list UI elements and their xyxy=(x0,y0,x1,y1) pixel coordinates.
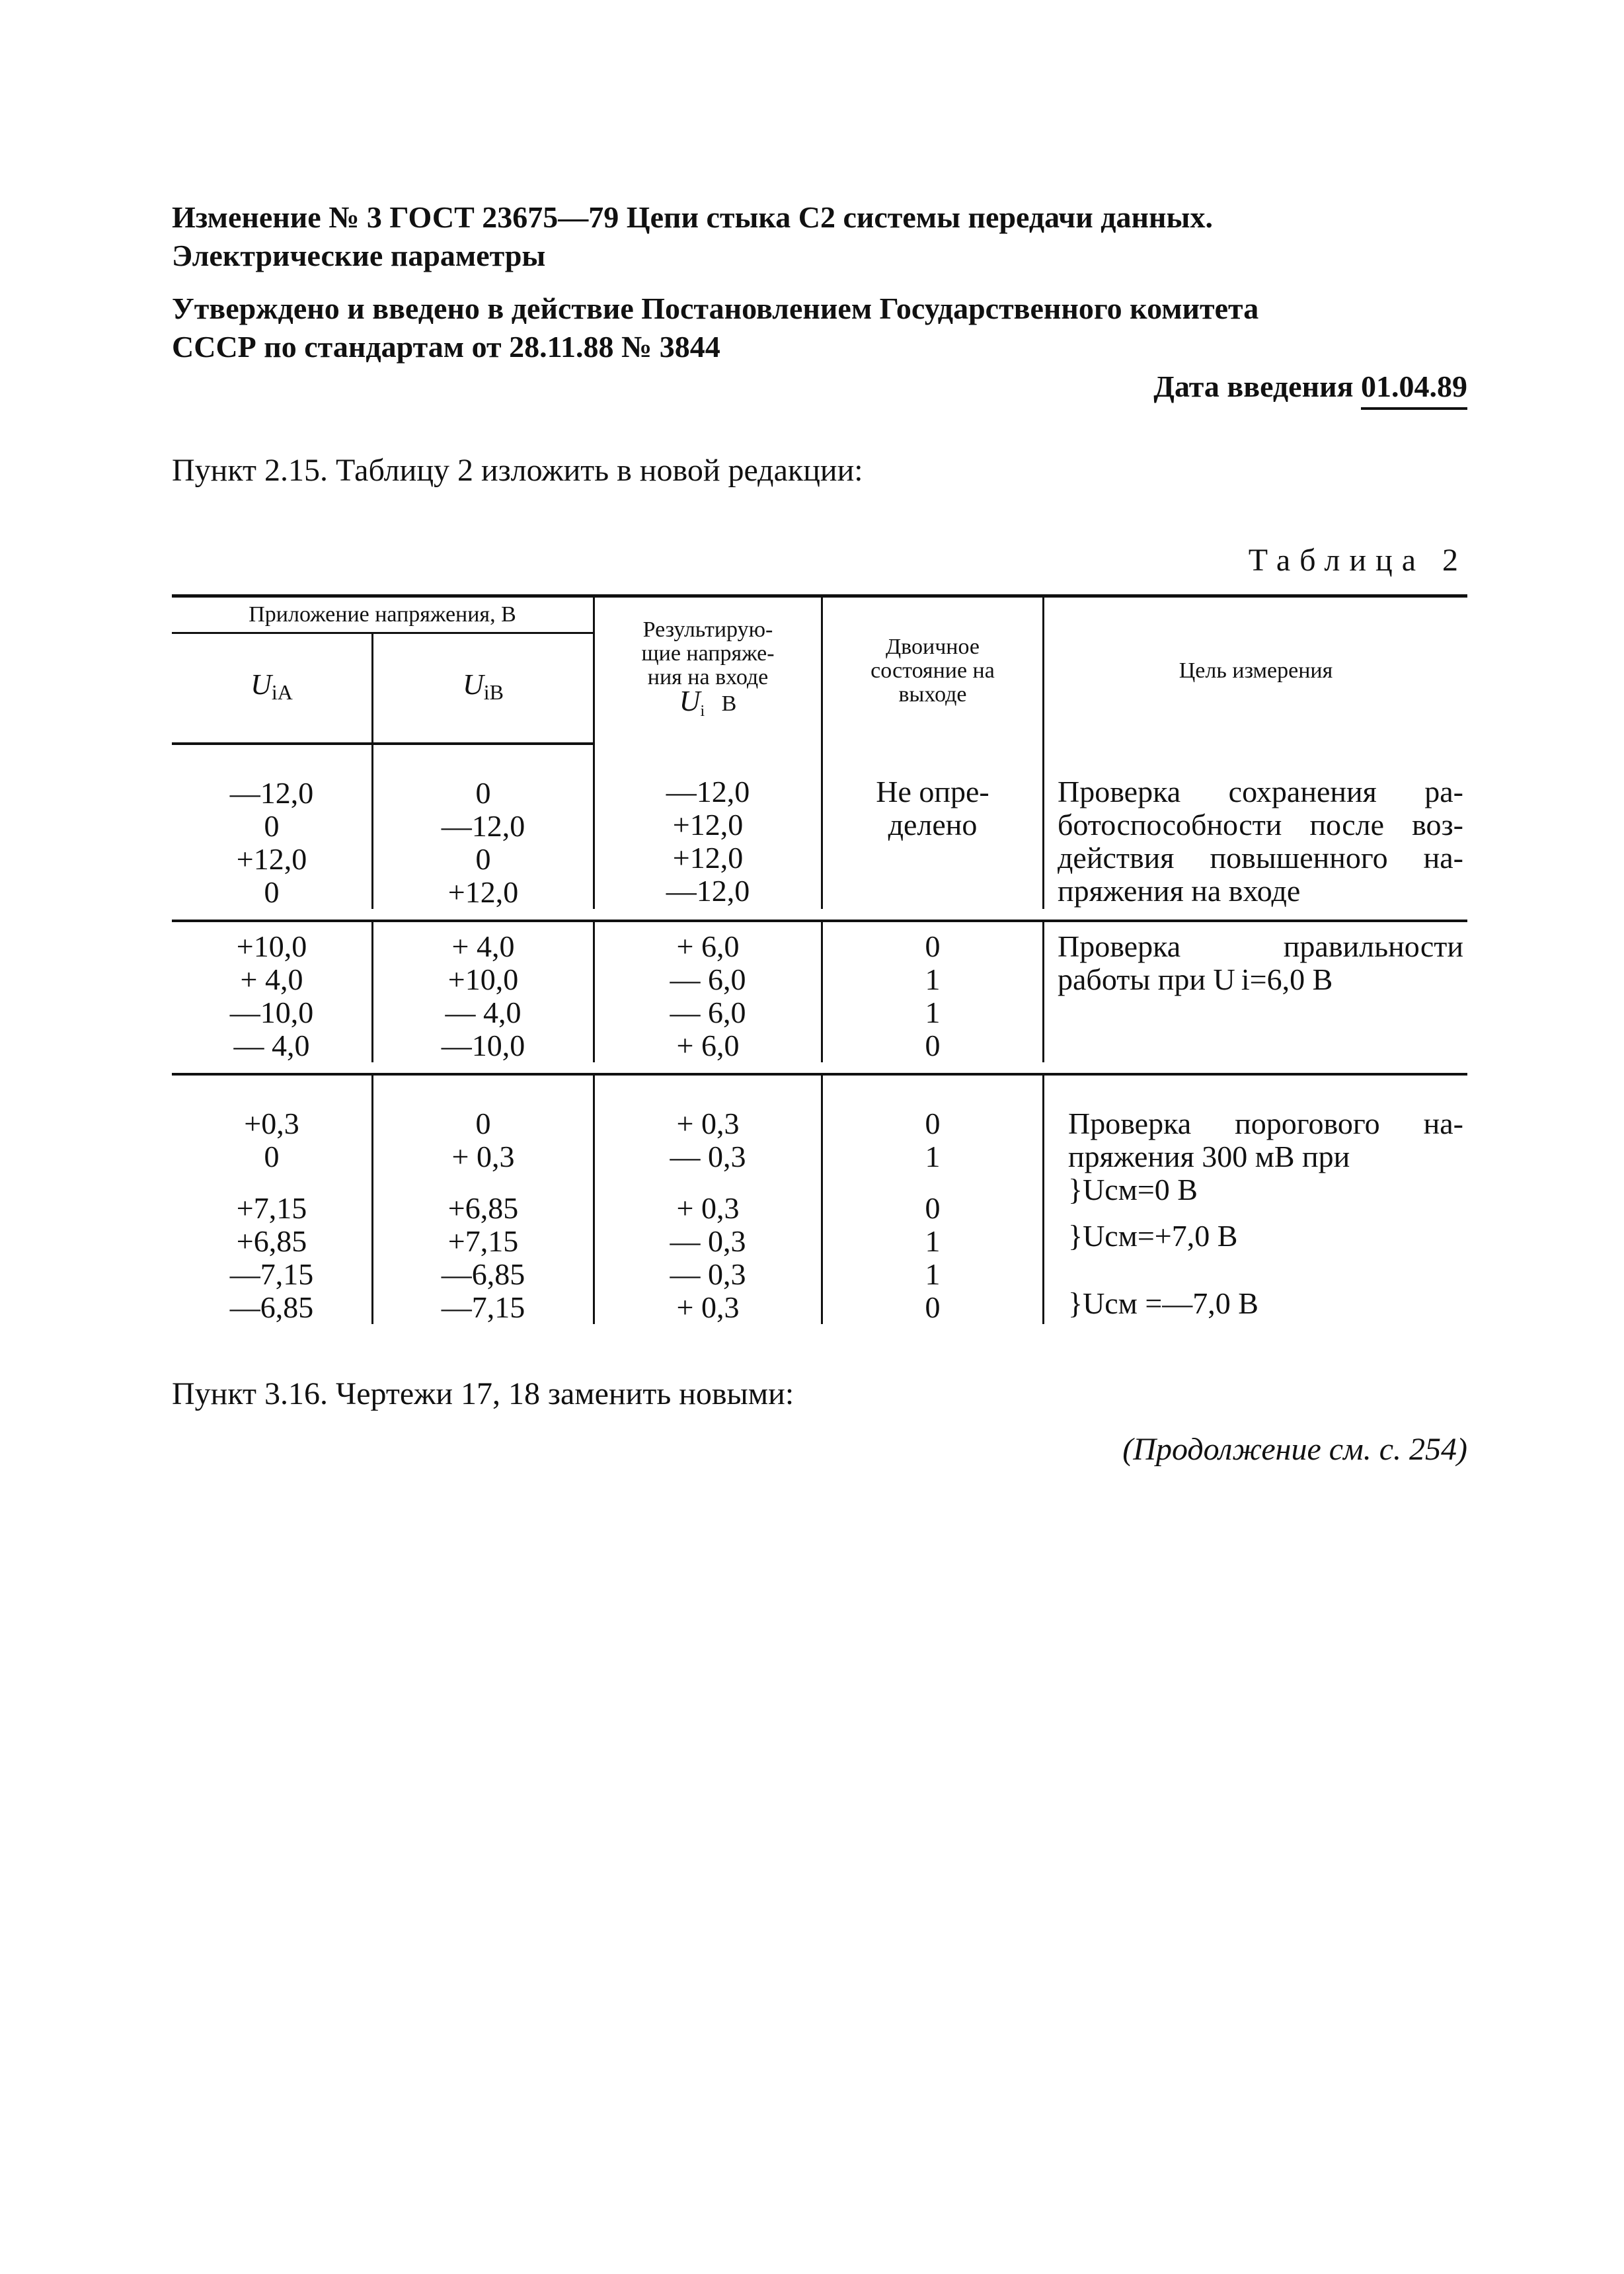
header-binary-line2: состояние на xyxy=(870,658,995,683)
approval-line1: Утверждено и введено в действие Постановлением Государственного комитета xyxy=(172,292,1259,325)
group1-state xyxy=(822,744,1044,909)
group2-goal xyxy=(1044,921,1468,1062)
table-cell: —7,15 xyxy=(229,1257,314,1291)
approval-line2: СССР по стандартам от 28.11.88 № 3844 xyxy=(172,330,720,364)
header-result-unit: В xyxy=(721,691,737,717)
group2-u-ib xyxy=(373,921,594,1062)
table-cell: — 6,0 xyxy=(670,962,746,996)
goal-line: }Uсм=+7,0 В xyxy=(1068,1219,1238,1253)
table-cell: 0 xyxy=(925,1191,941,1225)
table-cell: —7,15 xyxy=(441,1290,525,1324)
table-cell: — 0,3 xyxy=(670,1140,746,1173)
table-cell: —6,85 xyxy=(441,1257,525,1291)
change-title-line2: Электрические параметры xyxy=(172,239,546,272)
goal-line: }Uсм=0 В xyxy=(1068,1173,1198,1206)
group2-state xyxy=(822,921,1044,1062)
table-cell: —12,0 xyxy=(666,874,750,908)
header-u-ia-symbol: U xyxy=(251,668,272,701)
table-cell: +6,85 xyxy=(236,1224,307,1258)
table-cell: +12,0 xyxy=(672,841,744,875)
table-cell: +7,15 xyxy=(236,1191,307,1225)
change-title xyxy=(172,198,1467,275)
table-cell: — 6,0 xyxy=(670,996,746,1029)
group1-goal xyxy=(1044,744,1468,909)
table-cell: —12,0 xyxy=(441,809,525,843)
table-cell: 0 xyxy=(925,1107,941,1140)
header-u-ib xyxy=(373,633,594,744)
header-measurement-goal: Цель измерения xyxy=(1044,596,1468,744)
table-cell: + 4,0 xyxy=(451,929,515,963)
group3-goal xyxy=(1044,1074,1468,1324)
date-label: Дата введения xyxy=(1153,370,1354,403)
group3-u-ia xyxy=(172,1074,373,1324)
table-cell: 1 xyxy=(925,962,941,996)
table-caption: Таблица 2 xyxy=(1248,543,1467,578)
goal-line: действия повышенного на- xyxy=(1058,841,1463,875)
header-resulting-voltage xyxy=(594,596,822,744)
table-cell: — 0,3 xyxy=(670,1257,746,1291)
group2-u-i xyxy=(594,921,822,1062)
header-binary-state xyxy=(822,596,1044,744)
table-cell: 1 xyxy=(925,996,941,1029)
group3-u-i xyxy=(594,1074,822,1324)
table-cell: Не опре- xyxy=(876,775,989,808)
table-cell xyxy=(827,1173,1038,1192)
date-value: 01.04.89 xyxy=(1361,368,1467,410)
table-cell: + 6,0 xyxy=(676,1029,740,1062)
table-cell: —10,0 xyxy=(229,996,314,1029)
table-cell: +12,0 xyxy=(447,875,519,909)
table-cell: +6,85 xyxy=(447,1191,519,1225)
table-cell: делено xyxy=(888,808,978,842)
table-cell xyxy=(377,1173,589,1192)
header-binary-line3: выходе xyxy=(898,682,967,707)
table-cell: 1 xyxy=(925,1224,941,1258)
table-cell: 0 xyxy=(264,1140,280,1173)
header-result-line3: ния на входе xyxy=(647,665,769,690)
table-cell: +10,0 xyxy=(447,962,519,996)
table-cell: — 0,3 xyxy=(670,1224,746,1258)
table-cell: —12,0 xyxy=(666,775,750,808)
table-cell: 0 xyxy=(264,809,280,843)
table-cell: +12,0 xyxy=(672,808,744,842)
header-u-ia-sub: iA xyxy=(271,680,293,704)
table-cell: +0,3 xyxy=(244,1107,299,1140)
voltage-table xyxy=(172,594,1467,1324)
table-cell: 0 xyxy=(264,875,280,909)
header-u-ib-sub: iB xyxy=(483,680,504,704)
document-page xyxy=(172,198,1467,1468)
table-cell: 0 xyxy=(475,1107,491,1140)
header-applied-voltage: Приложение напряжения, В xyxy=(172,596,594,633)
table-cell: 0 xyxy=(475,776,491,810)
table-cell: 0 xyxy=(925,1029,941,1062)
header-result-line1: Результирую- xyxy=(642,617,773,643)
change-title-line1: Изменение № 3 ГОСТ 23675—79 Цепи стыка С2 системы передачи данных. xyxy=(172,200,1213,234)
table-cell: +10,0 xyxy=(236,929,307,963)
table-cell: + 4,0 xyxy=(240,962,303,996)
group1-u-ia xyxy=(172,744,373,909)
table-cell xyxy=(599,1173,817,1192)
table-cell: + 6,0 xyxy=(676,929,740,963)
header-result-symbol xyxy=(599,685,817,723)
group3-u-ib xyxy=(373,1074,594,1324)
table-row-group-1 xyxy=(172,744,1467,909)
group1-u-ib xyxy=(373,744,594,909)
header-u-ib-symbol: U xyxy=(462,668,484,701)
paragraph-3-16: Пункт 3.16. Чертежи 17, 18 заменить новыми: xyxy=(172,1376,794,1411)
goal-line: пряжения на входе xyxy=(1058,874,1301,908)
table-cell: 0 xyxy=(925,929,941,963)
table-cell: + 0,3 xyxy=(676,1191,740,1225)
header-binary-line1: Двоичное xyxy=(885,634,980,659)
approval-statement xyxy=(172,290,1467,366)
table-cell: + 0,3 xyxy=(676,1290,740,1324)
header-result-line2: щие напряже- xyxy=(641,641,775,666)
table-cell: 0 xyxy=(475,842,491,876)
table-cell: —10,0 xyxy=(441,1029,525,1062)
table-row-group-3 xyxy=(172,1074,1467,1324)
goal-line: Проверка порогового на- xyxy=(1068,1107,1463,1140)
effective-date xyxy=(172,368,1467,410)
goal-line: Проверка правильности xyxy=(1058,929,1463,963)
table-cell xyxy=(176,1173,367,1192)
group2-u-ia xyxy=(172,921,373,1062)
goal-line: ботоспособности после воз- xyxy=(1058,808,1463,842)
table-cell: 1 xyxy=(925,1140,941,1173)
table-cell: + 0,3 xyxy=(676,1107,740,1140)
table-cell: +12,0 xyxy=(236,842,307,876)
continuation-note: (Продолжение см. с. 254) xyxy=(1122,1432,1467,1467)
header-result-u: U xyxy=(679,685,701,718)
table-cell: 0 xyxy=(925,1290,941,1324)
group3-state xyxy=(822,1074,1044,1324)
goal-line: Проверка сохранения ра- xyxy=(1058,775,1463,808)
header-result-sub: i xyxy=(700,702,705,720)
table-cell: —12,0 xyxy=(229,776,314,810)
group1-u-i xyxy=(594,744,822,909)
goal-line: }Uсм =—7,0 В xyxy=(1068,1286,1258,1320)
goal-line xyxy=(1068,1267,1463,1287)
table-cell: 1 xyxy=(925,1257,941,1291)
table-cell: — 4,0 xyxy=(233,1029,310,1062)
header-u-ia xyxy=(172,633,373,744)
table-cell: +7,15 xyxy=(447,1224,519,1258)
table-cell: —6,85 xyxy=(229,1290,314,1324)
goal-line: пряжения 300 мВ при xyxy=(1068,1140,1350,1173)
intro-paragraph: Пункт 2.15. Таблицу 2 изложить в новой редакции: xyxy=(172,453,863,488)
table-cell: + 0,3 xyxy=(451,1140,515,1173)
table-cell: — 4,0 xyxy=(445,996,522,1029)
goal-line: работы при U i=6,0 В xyxy=(1058,962,1333,996)
table-row-group-2 xyxy=(172,921,1467,1062)
